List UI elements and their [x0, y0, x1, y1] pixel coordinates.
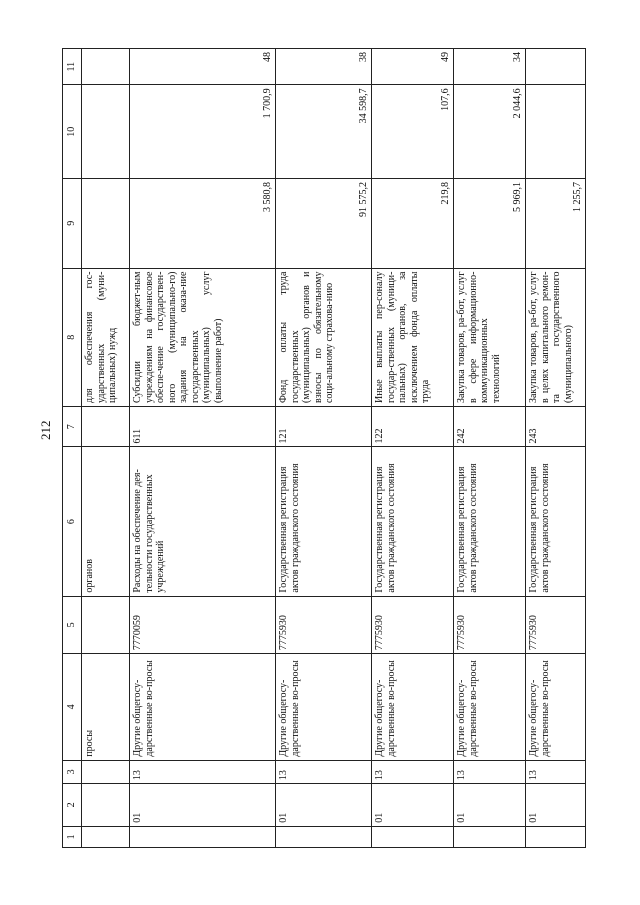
header-cell: 9 — [63, 179, 82, 268]
cell-subsection-name: Другие общегосу-дарственные во-просы — [372, 654, 454, 761]
cell-expense-name: Иные выплаты пер-соналу государ-ственных (муници-пальных) органов, за исключением фонда оплаты труда — [372, 268, 454, 406]
cell-target-name: Государственная регистрация актов гражданского состояния — [454, 447, 526, 596]
cell-subsection-name: Другие общегосу-дарственные во-просы — [526, 654, 586, 761]
cell-plan — [82, 179, 130, 268]
table-row — [82, 49, 130, 848]
table-row — [372, 49, 454, 848]
cell-percent: 34 — [454, 49, 526, 85]
cell-expense-code: 122 — [372, 407, 454, 447]
cell-col1 — [526, 826, 586, 847]
header-cell: 11 — [63, 49, 82, 85]
cell-expense-name: Закупка товаров, ра-бот, услуг в целях капитального ремон-та государственного (муниципального) — [526, 268, 586, 406]
header-cell: 10 — [63, 85, 82, 179]
cell-section: 01 — [372, 784, 454, 827]
cell-target-code: 7775930 — [372, 596, 454, 654]
cell-expense-code: 243 — [526, 407, 586, 447]
cell-expense-code — [82, 407, 130, 447]
cell-col1 — [276, 826, 372, 847]
cell-subsection: 13 — [372, 760, 454, 783]
cell-expense-code: 242 — [454, 407, 526, 447]
header-cell: 7 — [63, 407, 82, 447]
cell-col1 — [372, 826, 454, 847]
cell-subsection-name: Другие общегосу-дарственные во-просы — [130, 654, 276, 761]
cell-plan: 219,8 — [372, 179, 454, 268]
cell-actual: 34 598,7 — [276, 85, 372, 179]
table-row — [526, 49, 586, 848]
cell-target-code: 7775930 — [276, 596, 372, 654]
cell-target-code: 7775930 — [526, 596, 586, 654]
cell-col1 — [130, 826, 276, 847]
cell-subsection: 13 — [526, 760, 586, 783]
cell-actual: 2 044,6 — [454, 85, 526, 179]
cell-subsection — [82, 760, 130, 783]
header-cell: 2 — [63, 784, 82, 827]
header-cell: 5 — [63, 596, 82, 654]
cell-expense-code: 611 — [130, 407, 276, 447]
cell-target-code: 7770059 — [130, 596, 276, 654]
cell-subsection-name: просы — [82, 654, 130, 761]
cell-subsection: 13 — [276, 760, 372, 783]
cell-section — [82, 784, 130, 827]
cell-target-name: Государственная регистрация актов гражданского состояния — [372, 447, 454, 596]
cell-col1 — [454, 826, 526, 847]
cell-plan: 1 255,7 — [526, 179, 586, 268]
table-row — [454, 49, 526, 848]
budget-table — [62, 48, 586, 848]
cell-expense-code: 121 — [276, 407, 372, 447]
cell-percent: 48 — [130, 49, 276, 85]
header-cell: 4 — [63, 654, 82, 761]
cell-target-name: Государственная регистрация актов гражданского состояния — [526, 447, 586, 596]
cell-subsection: 13 — [454, 760, 526, 783]
header-cell: 3 — [63, 760, 82, 783]
cell-expense-name: Субсидии бюджет-ным учреждениям на финансовое обеспе-чение государствен-ного (муниципально-го) задания на оказа-ние государственных (муниципальных) услуг (выполнение работ) — [130, 268, 276, 406]
cell-target-code: 7775930 — [454, 596, 526, 654]
cell-plan: 91 575,2 — [276, 179, 372, 268]
cell-target-code — [82, 596, 130, 654]
cell-subsection: 13 — [130, 760, 276, 783]
page-number: 212 — [38, 420, 53, 440]
cell-section: 01 — [454, 784, 526, 827]
cell-target-name: Расходы на обеспечение дея-тельности государственных учреждений — [130, 447, 276, 596]
cell-expense-name: Фонд оплаты труда государственных (муниципальных) органов и взносы по обязательному соци-альному страхова-нию — [276, 268, 372, 406]
cell-plan: 5 969,1 — [454, 179, 526, 268]
cell-actual — [82, 85, 130, 179]
cell-percent: 49 — [372, 49, 454, 85]
header-cell: 1 — [63, 826, 82, 847]
cell-target-name: Государственная регистрация актов гражданского состояния — [276, 447, 372, 596]
cell-target-name: органов — [82, 447, 130, 596]
header-cell: 6 — [63, 447, 82, 596]
cell-section: 01 — [130, 784, 276, 827]
cell-percent — [82, 49, 130, 85]
cell-actual: 1 700,9 — [130, 85, 276, 179]
cell-section: 01 — [276, 784, 372, 827]
cell-percent — [526, 49, 586, 85]
header-cell: 8 — [63, 268, 82, 406]
header-row — [63, 49, 82, 848]
cell-expense-name: для обеспечения гос-ударственных (муни-ципальных) нужд — [82, 268, 130, 406]
cell-actual — [526, 85, 586, 179]
cell-percent: 38 — [276, 49, 372, 85]
cell-col1 — [82, 826, 130, 847]
rotated-table-wrapper — [62, 48, 582, 848]
cell-subsection-name: Другие общегосу-дарственные во-просы — [276, 654, 372, 761]
cell-section: 01 — [526, 784, 586, 827]
cell-actual: 107,6 — [372, 85, 454, 179]
cell-expense-name: Закупка товаров, ра-бот, услуг в сфере информационно-коммуникационных технологий — [454, 268, 526, 406]
table-row — [130, 49, 276, 848]
cell-plan: 3 580,8 — [130, 179, 276, 268]
table-row — [276, 49, 372, 848]
cell-subsection-name: Другие общегосу-дарственные во-просы — [454, 654, 526, 761]
